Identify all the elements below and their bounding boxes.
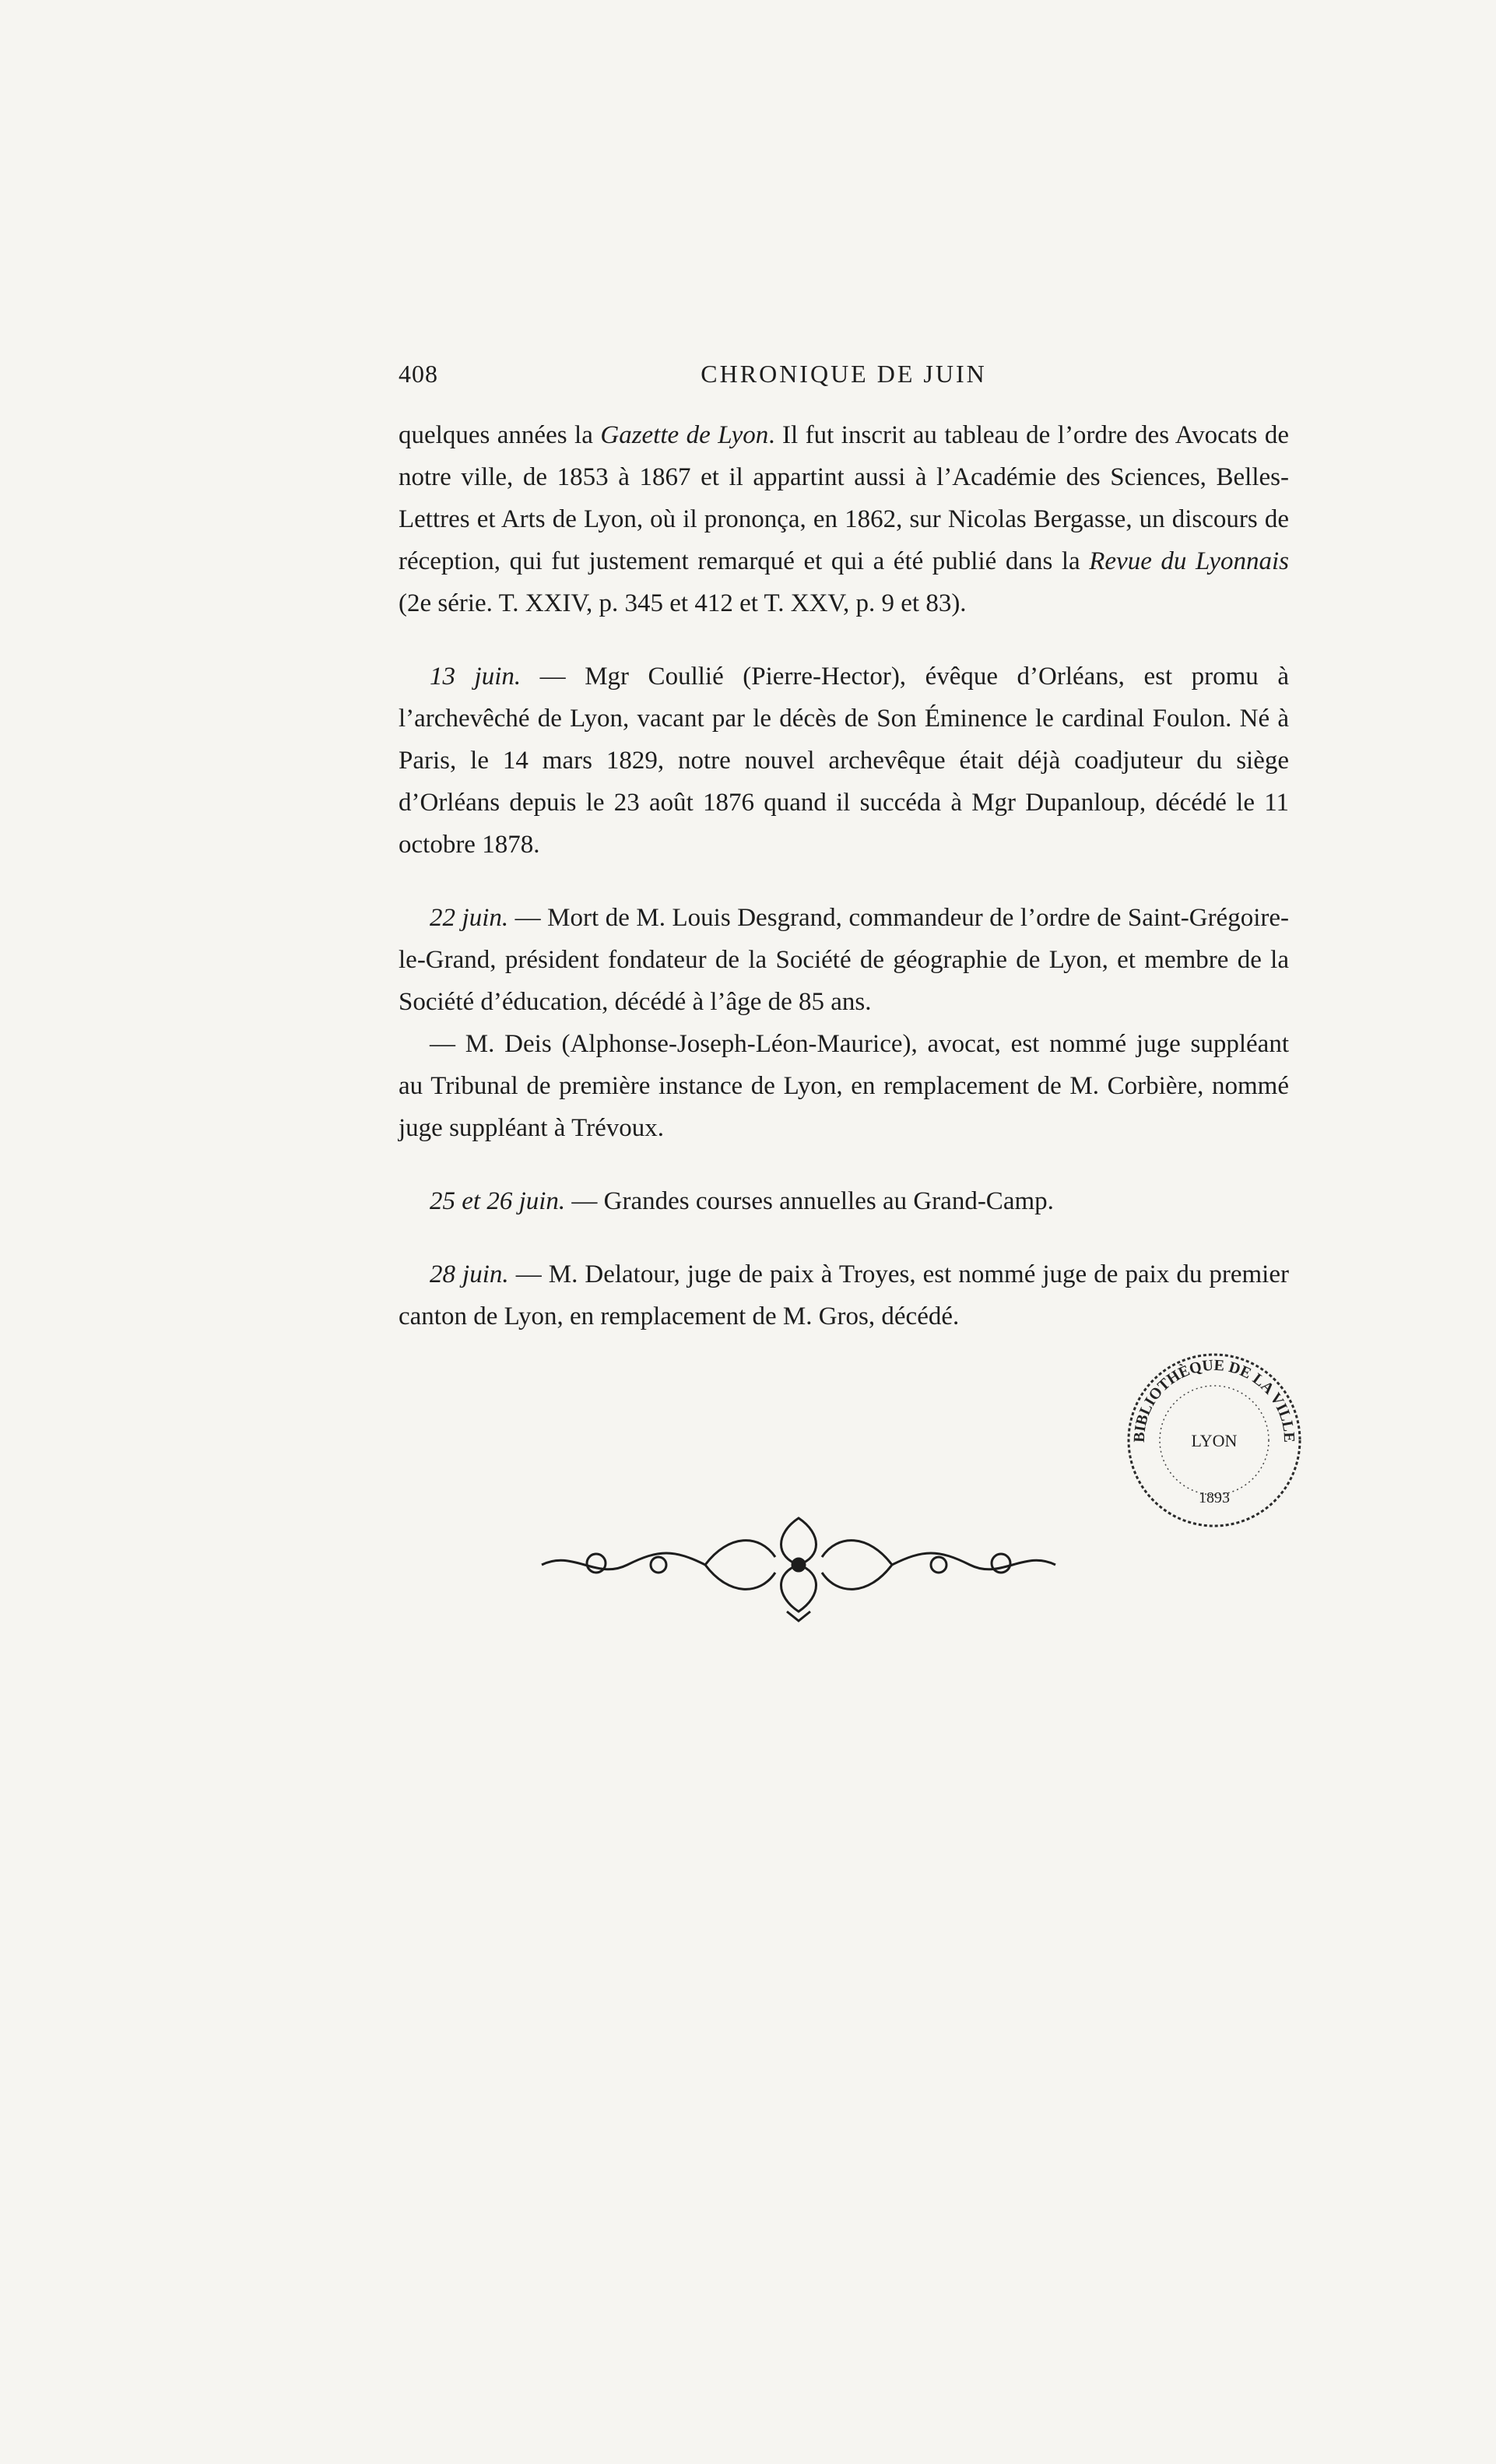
entry-text: — M. Delatour, juge de paix à Troyes, est nommé juge de paix du premier canton de Lyon, en remplacement de M. Gros, décédé. <box>399 1260 1289 1330</box>
paragraph-continuation <box>399 414 1289 624</box>
decorative-ornament <box>526 1503 1071 1627</box>
entry-13-juin <box>399 656 1289 866</box>
entry-text: — Mgr Coullié (Pierre-Hector), évêque d’Orléans, est promu à l’archevêché de Lyon, vacant par le décès de Son Éminence le cardinal Foulon. Né à Paris, le 14 mars 1829, notre nouvel archevêque était déjà coadjuteur du siège d’Orléans depuis le 23 août 1876 quand il succéda à Mgr Dupanloup, décédé le 11 octobre 1878. <box>399 663 1289 859</box>
entry-date: 28 juin. <box>430 1260 509 1288</box>
entry-date: 13 juin. <box>430 663 521 691</box>
stamp-top-text: BIBLIOTHÈQUE DE LA VILLE <box>1130 1356 1298 1443</box>
library-stamp <box>1121 1347 1308 1534</box>
chronicle-text <box>399 414 1289 1369</box>
entry-25-26-juin <box>399 1180 1289 1222</box>
entry-date: 22 juin. <box>430 904 509 932</box>
stamp-year: 1893 <box>1199 1489 1230 1506</box>
running-title: CHRONIQUE DE JUIN <box>701 360 987 388</box>
text-run: . Il fut inscrit au tableau de l’ordre des Avocats de notre ville, de 1853 à 1867 et il appartint aussi à l’Académie des Sciences, Belles-Lettres et Arts de Lyon, où il prononça, en 1862, sur Nicolas Bergasse, un discours de réception, qui fut justement remarqué et qui a été publié dans la <box>399 421 1290 575</box>
entry-date: 25 et 26 juin. <box>430 1187 566 1215</box>
page-number: 408 <box>399 360 438 388</box>
page-header <box>399 360 1289 406</box>
entry-28-juin <box>399 1253 1289 1337</box>
text-run: quelques années la <box>399 421 601 449</box>
entry-text: — Grandes courses annuelles au Grand-Camp. <box>565 1187 1054 1215</box>
entry-22-juin <box>399 897 1289 1149</box>
entry-text: — Mort de M. Louis Desgrand, commandeur de l’ordre de Saint-Grégoire-le-Grand, président fondateur de la Société de géographie de Lyon, et membre de la Société d’éducation, décédé à l’âge de 85 ans. <box>399 904 1290 1016</box>
publication-title: Revue du Lyonnais <box>1089 547 1289 575</box>
publication-title: Gazette de Lyon <box>600 421 769 449</box>
entry-text: — M. Deis (Alphonse-Joseph-Léon-Maurice), avocat, est nommé juge suppléant au Tribunal de première instance de Lyon, en remplacement de M. Corbière, nommé juge suppléant à Trévoux. <box>399 1030 1289 1142</box>
text-run: (2e série. T. XXIV, p. 345 et 412 et T. XXV, p. 9 et 83). <box>399 589 967 617</box>
stamp-city: LYON <box>1191 1431 1238 1450</box>
svg-text:BIBLIOTHÈQUE DE LA VILLE <box>1131 1357 1298 1443</box>
